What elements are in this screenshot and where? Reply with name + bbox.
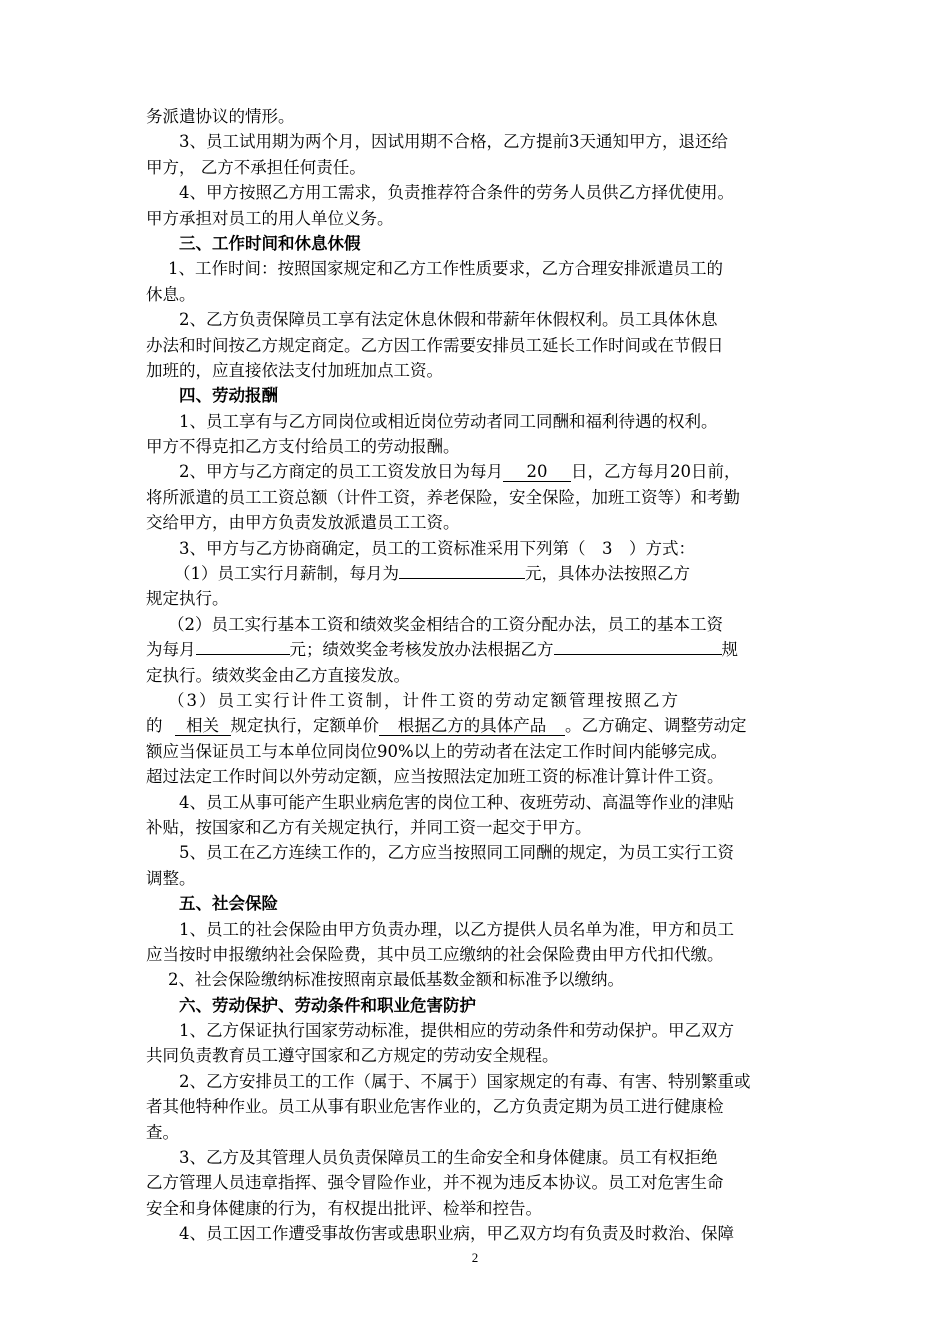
text-line: 交给甲方，由甲方负责发放派遣员工工资。 <box>146 513 460 533</box>
text-segment: （1）员工实行月薪制，每月为 <box>174 564 399 584</box>
text-line: 规定执行。 <box>146 589 229 609</box>
blank-base-salary <box>196 654 290 655</box>
text-line: （2）员工实行基本工资和绩效奖金相结合的工资分配办法，员工的基本工资 <box>168 614 723 634</box>
document-body <box>146 104 810 1247</box>
text-line: 1、工作时间：按照国家规定和乙方工作性质要求，乙方合理安排派遣员工的 <box>168 259 723 279</box>
filled-blank-unit-price: 根据乙方的具体产品 <box>379 716 565 736</box>
page-number: 2 <box>471 1250 479 1265</box>
text-line: 者其他特种作业。员工从事有职业危害作业的，乙方负责定期为员工进行健康检 <box>146 1097 724 1117</box>
text-line: 2、乙方负责保障员工享有法定休息休假和带薪年休假权利。员工具体休息 <box>179 310 718 330</box>
text-line: 甲方承担对员工的用人单位义务。 <box>146 208 394 228</box>
text-segment: 2、甲方与乙方商定的员工工资发放日为每月 <box>179 462 503 482</box>
text-line: 4、甲方按照乙方用工需求，负责推荐符合条件的劳务人员供乙方择优使用。 <box>179 183 734 203</box>
text-line: 额应当保证员工与本单位同岗位90%以上的劳动者在法定工作时间内能够完成。 <box>146 741 728 761</box>
text-line: 安全和身体健康的行为，有权提出批评、检举和控告。 <box>146 1198 542 1218</box>
text-line: 3、乙方及其管理人员负责保障员工的生命安全和身体健康。员工有权拒绝 <box>179 1148 718 1168</box>
blank-monthly-salary <box>399 578 525 579</box>
text-line: 休息。 <box>146 284 196 304</box>
text-line: 查。 <box>146 1122 179 1142</box>
text-line: 务派遣协议的情形。 <box>146 107 295 126</box>
text-line: 加班的，应直接依法支付加班加点工资。 <box>146 360 443 380</box>
text-line: 定执行。绩效奖金由乙方直接发放。 <box>146 665 410 685</box>
text-line <box>146 713 810 738</box>
section-heading: 三、工作时间和休息休假 <box>179 233 361 253</box>
text-line <box>146 459 810 484</box>
text-segment: 。乙方确定、调整劳动定 <box>565 716 747 736</box>
text-line: 1、乙方保证执行国家劳动标准，提供相应的劳动条件和劳动保护。甲乙双方 <box>179 1021 734 1041</box>
text-line: 调整。 <box>146 868 196 888</box>
text-line: 共同负责教育员工遵守国家和乙方规定的劳动安全规程。 <box>146 1046 559 1066</box>
filled-blank-payday: 20 <box>503 462 571 482</box>
text-line: （3）员工实行计件工资制，计件工资的劳动定额管理按照乙方 <box>168 690 680 710</box>
text-segment: 规 <box>721 640 738 660</box>
text-line: 1、员工享有与乙方同岗位或相近岗位劳动者同工同酬和福利待遇的权利。 <box>179 411 718 431</box>
text-line: 甲方不得克扣乙方支付给员工的劳动报酬。 <box>146 437 460 457</box>
text-line: 3、甲方与乙方协商确定，员工的工资标准采用下列第（ 3 ）方式： <box>179 538 695 558</box>
text-segment: 元；绩效奖金考核发放办法根据乙方 <box>289 640 554 660</box>
text-line: 超过法定工作时间以外劳动定额，应当按照法定加班工资的标准计算计件工资。 <box>146 767 724 787</box>
text-segment: 为每月 <box>146 640 196 660</box>
section-heading: 四、劳动报酬 <box>179 386 278 406</box>
text-segment: 元，具体办法按照乙方 <box>525 564 690 584</box>
blank-bonus-rule <box>554 654 722 655</box>
text-line: 将所派遣的员工工资总额（计件工资，养老保险，安全保险，加班工资等）和考勤 <box>146 487 740 507</box>
text-line: 办法和时间按乙方规定商定。乙方因工作需要安排员工延长工作时间或在节假日 <box>146 335 724 355</box>
text-line: 3、员工试用期为两个月，因试用期不合格，乙方提前3天通知甲方，退还给 <box>179 132 728 152</box>
text-segment: 的 <box>146 716 163 736</box>
text-line: 1、员工的社会保险由甲方负责办理，以乙方提供人员名单为准，甲方和员工 <box>179 919 734 939</box>
text-line: 4、员工因工作遭受事故伤害或患职业病，甲乙双方均有负责及时救治、保障 <box>179 1224 734 1244</box>
text-line <box>146 561 810 586</box>
text-line: 甲方， 乙方不承担任何责任。 <box>146 157 366 177</box>
text-line: 4、员工从事可能产生职业病危害的岗位工种、夜班劳动、高温等作业的津贴 <box>179 792 734 812</box>
text-line: 乙方管理人员违章指挥、强令冒险作业，并不视为违反本协议。员工对危害生命 <box>146 1173 724 1193</box>
section-heading: 六、劳动保护、劳动条件和职业危害防护 <box>179 995 476 1015</box>
text-segment: 规定执行，定额单价 <box>230 716 379 736</box>
text-line: 应当按时申报缴纳社会保险费，其中员工应缴纳的社会保险费由甲方代扣代缴。 <box>146 944 724 964</box>
text-line: 2、乙方安排员工的工作（属于、不属于）国家规定的有毒、有害、特别繁重或 <box>179 1071 751 1091</box>
text-line: 补贴，按国家和乙方有关规定执行，并同工资一起交于甲方。 <box>146 817 592 837</box>
text-segment: 日，乙方每月20日前， <box>571 462 741 482</box>
filled-blank-related: 相关 <box>175 716 231 736</box>
text-line <box>146 637 810 662</box>
text-line: 5、员工在乙方连续工作的，乙方应当按照同工同酬的规定，为员工实行工资 <box>179 843 734 863</box>
section-heading: 五、社会保险 <box>179 894 278 914</box>
text-line: 2、社会保险缴纳标准按照南京最低基数金额和标准予以缴纳。 <box>168 970 624 990</box>
